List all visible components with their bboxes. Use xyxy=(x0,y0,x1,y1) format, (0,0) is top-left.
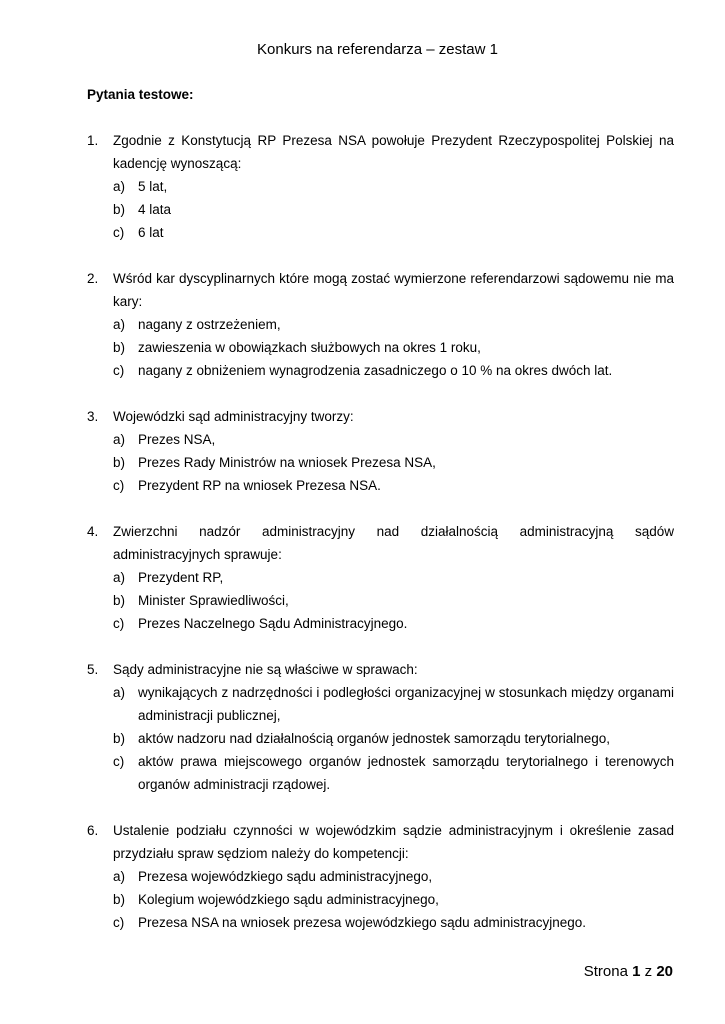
answer-letter: c) xyxy=(113,754,125,769)
answer-list xyxy=(87,865,674,934)
answer-option xyxy=(113,474,674,497)
answer-letter: b) xyxy=(113,340,126,355)
answer-letter: b) xyxy=(113,455,126,470)
answer-letter: a) xyxy=(113,179,126,194)
answer-text: Minister Sprawiedliwości, xyxy=(138,593,289,608)
answer-text: nagany z ostrzeżeniem, xyxy=(138,317,281,332)
answer-option xyxy=(113,221,674,244)
answer-list xyxy=(87,566,674,635)
question-5 xyxy=(87,658,674,796)
question-2 xyxy=(87,267,674,382)
answer-text: 5 lat, xyxy=(138,179,168,194)
answer-option xyxy=(113,612,674,635)
answer-text: Kolegium wojewódzkiego sądu administracyjnego, xyxy=(138,892,439,907)
question-text: Zgodnie z Konstytucją RP Prezesa NSA powołuje Prezydent Rzeczypospolitej Polskiej na kadencję wynoszącą: xyxy=(113,133,674,171)
question-number: 5. xyxy=(87,662,99,677)
page-current: 1 xyxy=(632,963,641,980)
answer-letter: b) xyxy=(113,593,126,608)
answer-text: Prezes Naczelnego Sądu Administracyjnego. xyxy=(138,616,408,631)
answer-option xyxy=(113,451,674,474)
answer-letter: a) xyxy=(113,685,126,700)
question-list xyxy=(87,129,674,957)
question-number: 4. xyxy=(87,524,99,539)
answer-letter: c) xyxy=(113,478,125,493)
question-text: Wojewódzki sąd administracyjny tworzy: xyxy=(113,409,354,424)
answer-list xyxy=(87,313,674,382)
answer-option xyxy=(113,681,674,727)
answer-text: nagany z obniżeniem wynagrodzenia zasadniczego o 10 % na okres dwóch lat. xyxy=(138,363,613,378)
answer-text: Prezes NSA, xyxy=(138,432,216,447)
answer-option xyxy=(113,911,674,934)
answer-letter: a) xyxy=(113,869,126,884)
answer-option xyxy=(113,198,674,221)
answer-text: Prezesa NSA na wniosek prezesa wojewódzkiego sądu administracyjnego. xyxy=(138,915,586,930)
page-label: Strona xyxy=(583,963,628,980)
page-number-footer xyxy=(584,963,673,980)
answer-text: Prezesa wojewódzkiego sądu administracyjnego, xyxy=(138,869,433,884)
answer-option xyxy=(113,566,674,589)
answer-list xyxy=(87,428,674,497)
question-number: 2. xyxy=(87,271,99,286)
answer-letter: a) xyxy=(113,570,126,585)
answer-option xyxy=(113,888,674,911)
answer-text: aktów prawa miejscowego organów jednostek samorządu terytorialnego i terenowych organów administracji rządowej. xyxy=(138,754,674,792)
question-number: 6. xyxy=(87,823,99,838)
page-total: 20 xyxy=(656,963,673,980)
question-number: 3. xyxy=(87,409,99,424)
answer-option xyxy=(113,727,674,750)
question-1 xyxy=(87,129,674,244)
answer-option xyxy=(113,336,674,359)
answer-text: zawieszenia w obowiązkach służbowych na okres 1 roku, xyxy=(138,340,481,355)
answer-letter: c) xyxy=(113,363,125,378)
answer-text: Prezydent RP na wniosek Prezesa NSA. xyxy=(138,478,381,493)
answer-text: wynikających z nadrzędności i podległości organizacyjnej w stosunkach między organami administracji publicznej, xyxy=(138,685,674,723)
question-text: Zwierzchni nadzór administracyjny nad działalnością administracyjną sądów administracyjnych sprawuje: xyxy=(113,524,674,562)
question-4 xyxy=(87,520,674,635)
document-title: Konkurs na referendarza – zestaw 1 xyxy=(257,41,498,58)
answer-text: 6 lat xyxy=(138,225,164,240)
answer-letter: c) xyxy=(113,225,125,240)
answer-letter: a) xyxy=(113,317,126,332)
question-text: Sądy administracyjne nie są właściwe w sprawach: xyxy=(113,662,418,677)
answer-text: Prezes Rady Ministrów na wniosek Prezesa NSA, xyxy=(138,455,436,470)
answer-text: Prezydent RP, xyxy=(138,570,224,585)
answer-letter: b) xyxy=(113,731,126,746)
answer-letter: c) xyxy=(113,915,125,930)
question-number: 1. xyxy=(87,133,99,148)
question-text: Wśród kar dyscyplinarnych które mogą zostać wymierzone referendarzowi sądowemu nie ma kary: xyxy=(113,271,674,309)
answer-option xyxy=(113,589,674,612)
answer-letter: b) xyxy=(113,892,126,907)
answer-option xyxy=(113,750,674,796)
answer-option xyxy=(113,313,674,336)
answer-text: 4 lata xyxy=(138,202,172,217)
page-of: z xyxy=(644,963,653,980)
answer-list xyxy=(87,681,674,796)
question-text: Ustalenie podziału czynności w wojewódzkim sądzie administracyjnym i określenie zasad przydziału spraw sędziom należy do kompetencji: xyxy=(113,823,674,861)
answer-letter: b) xyxy=(113,202,126,217)
answer-list xyxy=(87,175,674,244)
question-3 xyxy=(87,405,674,497)
question-6 xyxy=(87,819,674,934)
answer-option xyxy=(113,428,674,451)
section-heading: Pytania testowe: xyxy=(87,87,194,102)
answer-text: aktów nadzoru nad działalnością organów jednostek samorządu terytorialnego, xyxy=(138,731,611,746)
answer-option xyxy=(113,359,674,382)
answer-letter: a) xyxy=(113,432,126,447)
answer-option xyxy=(113,865,674,888)
answer-letter: c) xyxy=(113,616,125,631)
answer-option xyxy=(113,175,674,198)
